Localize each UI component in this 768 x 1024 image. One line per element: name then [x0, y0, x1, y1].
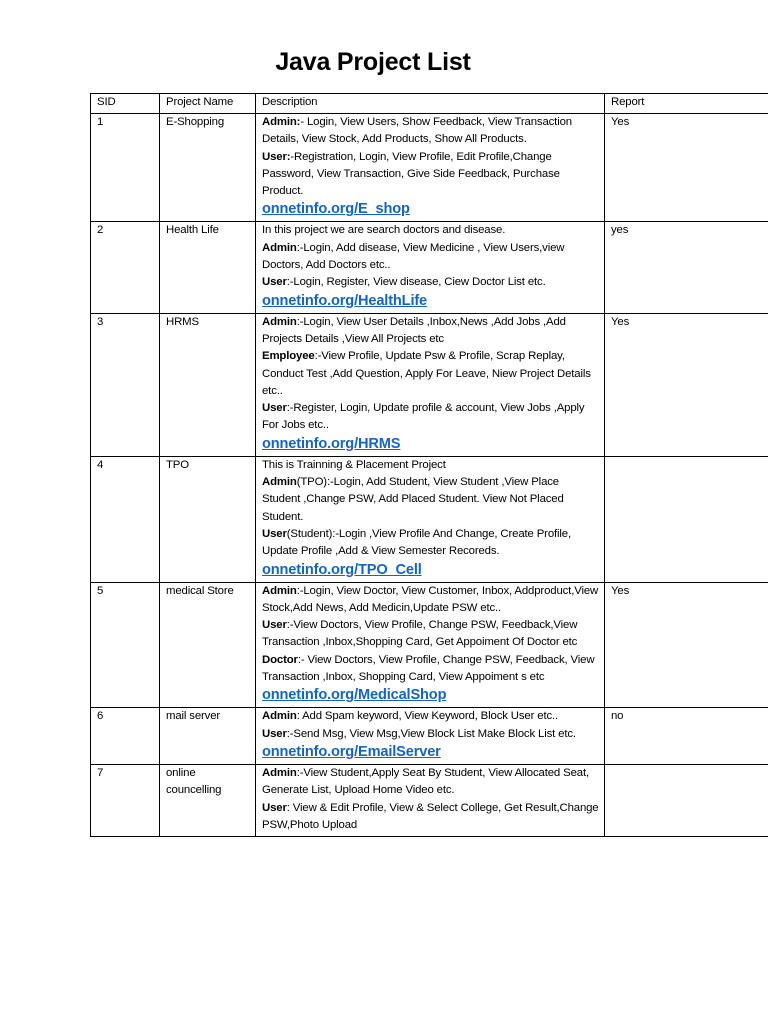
- project-link[interactable]: onnetinfo.org/MedicalShop: [262, 687, 447, 704]
- cell-report: no: [605, 708, 768, 765]
- cell-project-name: Health Life: [160, 222, 256, 313]
- project-link[interactable]: onnetinfo.org/TPO_Cell: [262, 561, 422, 578]
- description-text: - Login, View Users, Show Feedback, View Transaction Details, View Stock, Add Products, Show All Products.: [262, 116, 572, 146]
- cell-project-name: online councelling: [160, 764, 256, 836]
- role-label: User:: [262, 150, 291, 163]
- role-label: Admin: [262, 476, 297, 489]
- project-link[interactable]: onnetinfo.org/E_shop: [262, 201, 410, 218]
- description-text: :-View Profile, Update Psw & Profile, Scrap Replay, Conduct Test ,Add Question, Apply For Leave, Niew Project Details etc..: [262, 350, 591, 397]
- description-text: :-Login, Register, View disease, Ciew Doctor List etc.: [286, 276, 546, 289]
- description-text: :-Login, Add disease, View Medicine , View Users,view Doctors, Add Doctors etc..: [262, 241, 565, 272]
- cell-project-name: HRMS: [160, 313, 256, 456]
- role-label: User: [262, 276, 287, 289]
- description-text: : View & Edit Profile, View & Select College, Get Result,Change PSW,Photo Upload: [262, 801, 599, 831]
- cell-description: [256, 456, 605, 582]
- cell-report: yes: [605, 222, 768, 313]
- header-description: Description: [256, 94, 605, 114]
- description-text: : Add Spam keyword, View Keyword, Block User etc..: [296, 710, 559, 723]
- cell-description: [256, 313, 605, 456]
- cell-description: [256, 582, 605, 708]
- project-link[interactable]: onnetinfo.org/EmailServer: [262, 743, 441, 760]
- cell-sid: 7: [91, 764, 160, 836]
- role-label: User: [262, 801, 287, 814]
- role-label: Admin: [262, 766, 297, 779]
- description-text: :-Register, Login, Update profile & account, View Jobs ,Apply For Jobs etc..: [262, 402, 585, 432]
- cell-report: [605, 764, 768, 836]
- description-line: [262, 652, 600, 687]
- table-row: [91, 582, 768, 708]
- role-label: Admin: [262, 241, 297, 254]
- description-line: [262, 726, 600, 743]
- cell-report: Yes: [605, 313, 768, 456]
- description-line: [262, 400, 600, 435]
- description-line: [262, 314, 600, 349]
- description-text: (TPO):-Login, Add Student, View Student ,View Place Student ,Change PSW, Add Placed Student. View Not Placed Student.: [262, 476, 564, 523]
- description-line: [262, 149, 600, 201]
- table-row: [91, 222, 768, 313]
- cell-project-name: E-Shopping: [160, 114, 256, 222]
- table-row: [91, 313, 768, 456]
- description-line: [262, 526, 600, 561]
- cell-sid: 3: [91, 313, 160, 456]
- project-link[interactable]: onnetinfo.org/HealthLife: [262, 292, 428, 309]
- description-line: [262, 240, 600, 275]
- cell-sid: 2: [91, 222, 160, 313]
- description-text: :-Send Msg, View Msg,View Block List Make Block List etc.: [286, 727, 576, 740]
- cell-project-name: TPO: [160, 456, 256, 582]
- description-line: [262, 457, 600, 474]
- table-row: [91, 708, 768, 765]
- description-line: [262, 474, 600, 526]
- role-label: User: [262, 619, 287, 632]
- cell-description: [256, 222, 605, 313]
- cell-description: [256, 764, 605, 836]
- description-line: [262, 617, 600, 652]
- description-line: [262, 114, 600, 149]
- cell-project-name: mail server: [160, 708, 256, 765]
- role-label: Employee: [262, 350, 315, 363]
- table-header-row: [91, 94, 768, 114]
- description-text: :-Login, View User Details ,Inbox,News ,Add Jobs ,Add Projects Details ,View All Projects etc: [262, 315, 566, 345]
- description-line: [262, 348, 600, 400]
- description-text: This is Trainning & Placement Project: [262, 458, 446, 471]
- table-row: [91, 456, 768, 582]
- description-line: [262, 274, 600, 291]
- role-label: Admin: [262, 710, 297, 723]
- cell-project-name: medical Store: [160, 582, 256, 708]
- cell-description: [256, 114, 605, 222]
- cell-description: [256, 708, 605, 765]
- table-row: [91, 114, 768, 222]
- page-title: Java Project List: [275, 48, 471, 76]
- header-report: Report: [605, 94, 768, 114]
- cell-report: [605, 456, 768, 582]
- description-text: -Registration, Login, View Profile, Edit Profile,Change Password, View Transaction, Give Side Feedback, Purchase Product.: [262, 150, 560, 198]
- header-project-name: Project Name: [160, 94, 256, 114]
- cell-sid: 6: [91, 708, 160, 765]
- cell-sid: 1: [91, 114, 160, 222]
- project-table: [90, 93, 768, 837]
- description-line: [262, 583, 600, 618]
- cell-sid: 5: [91, 582, 160, 708]
- description-line: [262, 765, 600, 800]
- table-row: [91, 764, 768, 836]
- description-text: :- View Doctors, View Profile, Change PSW, Feedback, View Transaction ,Inbox, Shopping Card, View Appoiment s etc: [262, 653, 595, 684]
- cell-report: Yes: [605, 582, 768, 708]
- description-text: :-Login, View Doctor, View Customer, Inbox, Addproduct,View Stock,Add News, Add Medicin,Update PSW etc..: [262, 584, 599, 614]
- cell-report: Yes: [605, 114, 768, 222]
- description-line: [262, 222, 600, 239]
- description-text: (Student):-Login ,View Profile And Change, Create Profile, Update Profile ,Add & View Semester Recoreds.: [262, 527, 571, 558]
- description-text: :-View Doctors, View Profile, Change PSW, Feedback,View Transaction ,Inbox,Shopping Card, Get Appoiment Of Doctor etc: [262, 619, 578, 649]
- role-label: Admin:: [262, 116, 301, 128]
- description-text: :-View Student,Apply Seat By Student, View Allocated Seat, Generate List, Upload Home Video etc.: [262, 766, 589, 797]
- description-line: [262, 800, 600, 835]
- role-label: Doctor: [262, 653, 298, 666]
- description-text: In this project we are search doctors and disease.: [262, 224, 506, 237]
- table-body: [91, 114, 768, 837]
- role-label: User: [262, 527, 287, 540]
- project-link[interactable]: onnetinfo.org/HRMS: [262, 435, 401, 452]
- cell-sid: 4: [91, 456, 160, 582]
- role-label: Admin: [262, 315, 297, 328]
- role-label: User: [262, 727, 287, 740]
- description-line: [262, 708, 600, 725]
- role-label: User: [262, 402, 287, 415]
- role-label: Admin: [262, 584, 297, 597]
- header-sid: SID: [91, 94, 160, 114]
